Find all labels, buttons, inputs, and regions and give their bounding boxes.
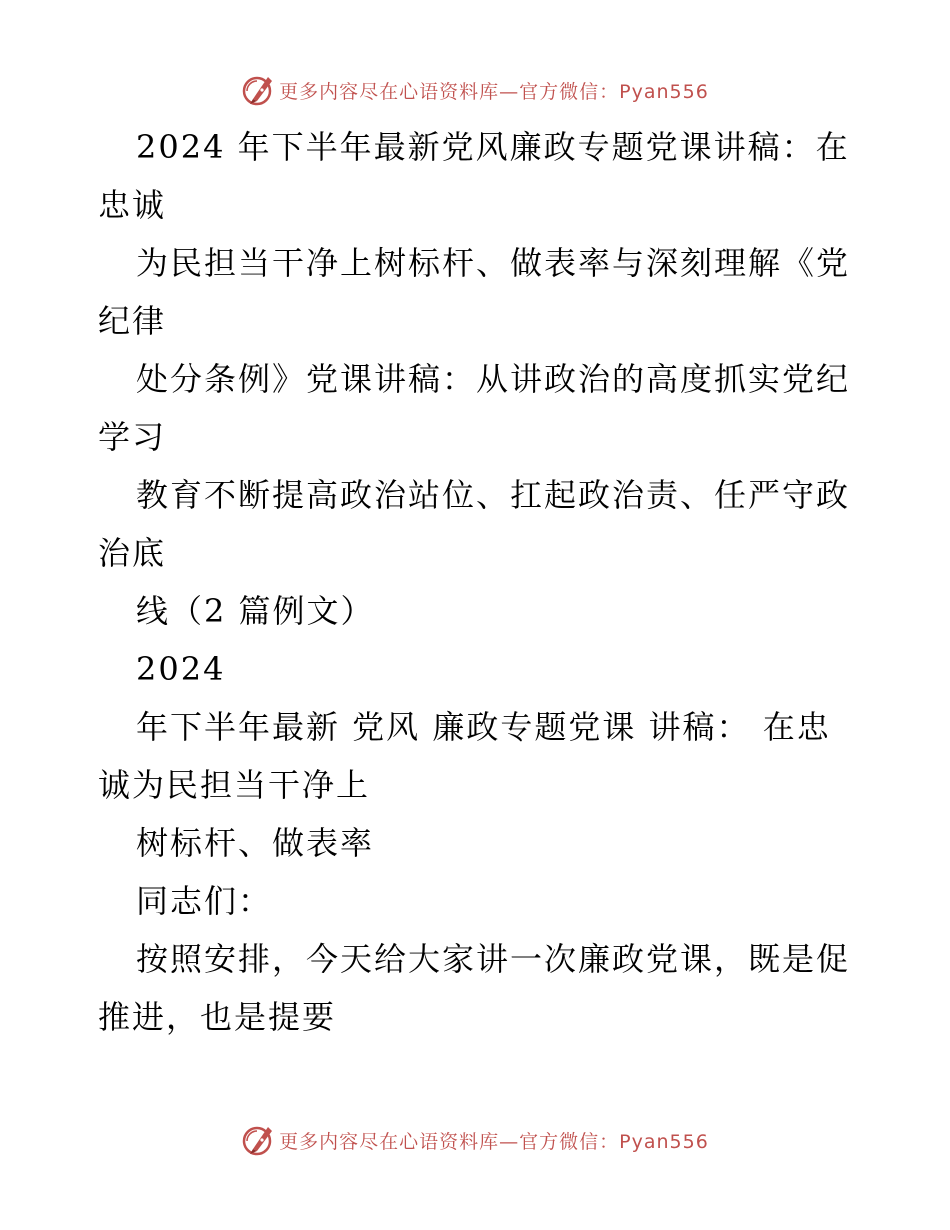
body-line: 按照安排，今天给大家讲一次廉政党课，既是促 (136, 940, 851, 978)
body-line: 忠诚 (98, 186, 167, 224)
pen-nib-logo-icon (241, 73, 275, 107)
body-line: 处分条例》党课讲稿：从讲政治的高度抓实党纪 (136, 360, 851, 398)
body-line: 学习 (98, 418, 167, 456)
body-line: 同志们： (136, 882, 273, 920)
footer-watermark-banner (0, 1120, 950, 1160)
banner-text: 更多内容尽在心语资料库—官方微信： (279, 1130, 620, 1153)
body-line: 2024 年下半年最新党风廉政专题党课讲稿：在 (136, 128, 850, 166)
body-line: 教育不断提高政治站位、扛起政治责、任严守政 (136, 476, 851, 514)
body-line: 纪律 (98, 302, 167, 340)
body-line: 年下半年最新 党风 廉政专题党课 讲稿： 在忠 (136, 708, 831, 746)
body-line: 为民担当干净上树标杆、做表率与深刻理解《党 (136, 244, 851, 282)
body-line: 诚为民担当干净上 (98, 766, 371, 804)
body-line: 2024 (136, 650, 226, 688)
body-line: 治底 (98, 534, 167, 572)
banner-handle: Pyan556 (619, 80, 709, 103)
body-line: 树标杆、做表率 (136, 824, 375, 862)
body-line: 线（2 篇例文） (136, 592, 375, 630)
header-watermark-banner (0, 70, 950, 110)
banner-text: 更多内容尽在心语资料库—官方微信： (279, 80, 620, 103)
pen-nib-logo-icon (241, 1123, 275, 1157)
body-line: 推进，也是提要 (98, 998, 337, 1036)
banner-handle: Pyan556 (619, 1130, 709, 1153)
